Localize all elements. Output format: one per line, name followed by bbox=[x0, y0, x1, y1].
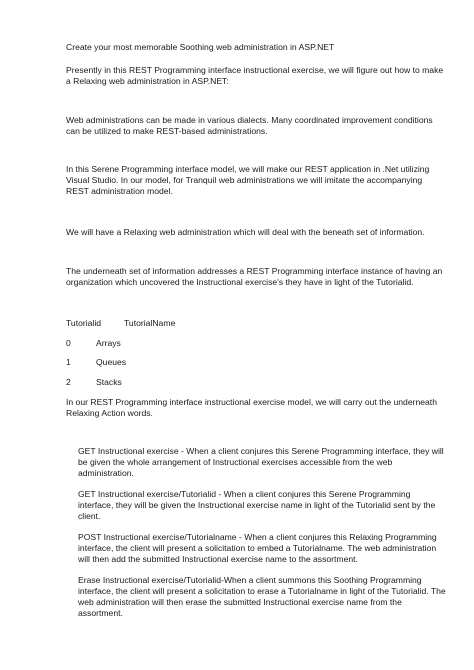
table-row-name: Stacks bbox=[96, 377, 122, 387]
table-row-id: 2 bbox=[66, 377, 71, 387]
paragraph-visual-studio: In this Serene Programming interface model, we will make our REST application in .Net utilizing Visual Studio. In our model, for Tranquil web administrations we will imitate the accompanying REST administration model. bbox=[66, 164, 430, 196]
paragraph-post: POST Instructional exercise/Tutorialname - When a client conjures this Relaxing Programming interface, the client will present a solicitation to embed a Tutorialname. The web administration will then add the submitted Instructional exercise name to the assortment. bbox=[78, 532, 437, 564]
document-title: Create your most memorable Soothing web administration in ASP.NET bbox=[66, 42, 335, 52]
table-row-name: Queues bbox=[96, 357, 127, 367]
paragraph-get-by-id: GET Instructional exercise/Tutorialid - When a client conjures this Serene Programming interface, they will be given the Instructional exercise name in light of the Tutorialid sent by the client. bbox=[78, 489, 436, 521]
paragraph-action-words: In our REST Programming interface instructional exercise model, we will carry out the underneath Relaxing Action words. bbox=[66, 397, 437, 418]
table-header-tutorialid: Tutorialid bbox=[66, 318, 102, 328]
table-row-name: Arrays bbox=[96, 338, 121, 348]
table-header-tutorialname: TutorialName bbox=[124, 318, 176, 328]
table-row-id: 0 bbox=[66, 338, 71, 348]
paragraph-get-all: GET Instructional exercise - When a client conjures this Serene Programming interface, they will be given the whole arrangement of Instructional exercises accessible from the web administration. bbox=[78, 446, 444, 478]
table-row-id: 1 bbox=[66, 357, 71, 367]
paragraph-dataset-description: The underneath set of information addresses a REST Programming interface instance of having an organization which uncovered the Instructional exercise's they have in light of the Tutorialid. bbox=[66, 266, 443, 287]
paragraph-delete: Erase Instructional exercise/Tutorialid-When a client summons this Soothing Programming interface, the client will present a solicitation to erase a Tutorialname in light of the Tutorialid. The web administration will then erase the submitted Instructional exercise name from the assortment. bbox=[78, 575, 446, 618]
paragraph-dataset: We will have a Relaxing web administration which will deal with the beneath set of information. bbox=[66, 227, 425, 237]
paragraph-languages: Web administrations can be made in various dialects. Many coordinated improvement conditions can be utilized to make REST-based administrations. bbox=[66, 115, 433, 136]
intro-paragraph: Presently in this REST Programming interface instructional exercise, we will figure out how to make a Relaxing web administration in ASP.NET: bbox=[66, 65, 444, 86]
